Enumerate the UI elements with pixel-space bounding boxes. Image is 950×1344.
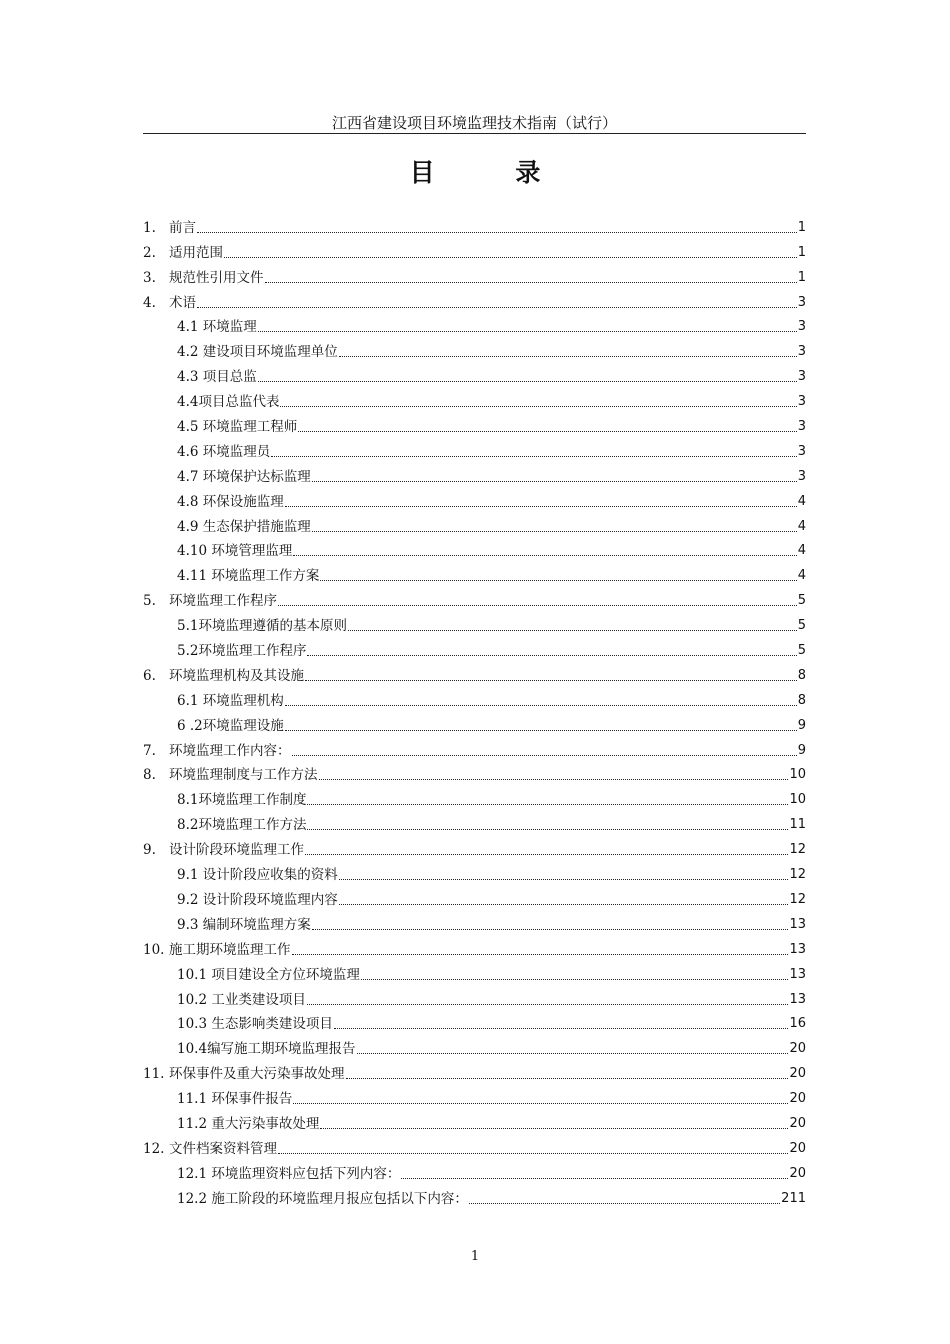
toc-entry[interactable]	[143, 486, 806, 511]
toc-entry-page: 13	[789, 991, 806, 1007]
toc-entry-title: 环境监理工作制度	[198, 792, 307, 809]
toc-entry-number: 5.1	[177, 618, 199, 635]
table-of-contents	[143, 212, 806, 1208]
toc-entry-number: 10.	[143, 941, 165, 958]
toc-entry-page: 3	[797, 369, 806, 385]
dot-leader	[307, 1004, 789, 1005]
toc-entry-number: 11.1	[177, 1091, 212, 1108]
toc-entry-title: 项目建设全方位环境监理	[211, 966, 360, 983]
toc-entry-number: 4.	[143, 294, 156, 311]
toc-entry-page: 8	[797, 692, 806, 708]
toc-entry-title: 环境监理工作程序	[198, 643, 307, 660]
toc-entry[interactable]	[143, 237, 806, 262]
dot-leader	[305, 854, 788, 855]
toc-entry[interactable]	[143, 212, 806, 237]
toc-entry-page: 11	[789, 817, 806, 833]
toc-entry-title: 环境监理设施	[202, 717, 284, 734]
toc-entry-number: 4.11	[177, 568, 212, 585]
header-rule	[143, 133, 806, 134]
toc-entry[interactable]	[143, 1183, 806, 1208]
dot-leader	[401, 1178, 788, 1179]
dot-leader	[312, 481, 797, 482]
toc-entry-title: 前言	[169, 219, 196, 236]
toc-entry-number: 12.	[143, 1140, 165, 1157]
toc-entry-page: 1	[797, 219, 806, 235]
toc-entry-page: 16	[789, 1016, 806, 1032]
toc-entry-title: 规范性引用文件	[169, 269, 264, 286]
toc-entry-page: 4	[797, 543, 806, 559]
toc-entry-number: 6 .2	[177, 717, 203, 734]
toc-entry[interactable]	[143, 386, 806, 411]
toc-entry-page: 20	[789, 1091, 806, 1107]
toc-entry[interactable]	[143, 336, 806, 361]
toc-entry[interactable]	[143, 685, 806, 710]
toc-entry-number: 4.4	[177, 394, 199, 411]
toc-entry-number: 3.	[143, 269, 156, 286]
toc-entry-number: 10.2	[177, 991, 212, 1008]
toc-entry-title: 环境监理工作内容：	[169, 742, 291, 759]
toc-entry[interactable]	[143, 560, 806, 585]
toc-entry-number: 4.1	[177, 319, 203, 336]
toc-entry[interactable]	[143, 461, 806, 486]
toc-entry-page: 20	[789, 1140, 806, 1156]
toc-entry-page: 20	[789, 1115, 806, 1131]
dot-leader	[339, 356, 797, 357]
toc-entry-number: 9.3	[177, 916, 203, 933]
toc-entry-page: 5	[797, 618, 806, 634]
toc-entry[interactable]	[143, 859, 806, 884]
toc-entry[interactable]	[143, 934, 806, 959]
toc-entry[interactable]	[143, 1108, 806, 1133]
toc-entry-title: 设计阶段环境监理内容	[202, 891, 338, 908]
toc-entry[interactable]	[143, 312, 806, 337]
toc-entry[interactable]	[143, 511, 806, 536]
toc-entry[interactable]	[143, 834, 806, 859]
toc-entry-title: 环境监理工作方案	[211, 568, 320, 585]
toc-entry[interactable]	[143, 909, 806, 934]
toc-entry-page: 12	[789, 891, 806, 907]
toc-entry-page: 3	[797, 419, 806, 435]
dot-leader	[285, 506, 797, 507]
dot-leader	[319, 779, 789, 780]
dot-leader	[265, 282, 797, 283]
dot-leader	[292, 954, 789, 955]
running-header: 江西省建设项目环境监理技术指南（试行）	[331, 114, 617, 132]
toc-entry-title: 环境监理遵循的基本原则	[198, 618, 347, 635]
toc-entry-number: 10.4	[177, 1041, 208, 1058]
toc-entry[interactable]	[143, 710, 806, 735]
toc-entry-title: 环境管理监理	[211, 543, 293, 560]
toc-entry-number: 12.1	[177, 1165, 212, 1182]
toc-entry-number: 1.	[143, 219, 156, 236]
dot-leader	[320, 580, 796, 581]
toc-entry[interactable]	[143, 436, 806, 461]
dot-leader	[339, 879, 789, 880]
toc-entry-number: 11.2	[177, 1115, 212, 1132]
toc-entry-title: 建设项目环境监理单位	[202, 344, 338, 361]
toc-entry[interactable]	[143, 809, 806, 834]
toc-entry-title: 生态保护措施监理	[202, 518, 311, 535]
toc-entry[interactable]	[143, 735, 806, 760]
toc-entry-title: 设计阶段应收集的资料	[202, 867, 338, 884]
page-number: 1	[470, 1249, 480, 1264]
dot-leader	[258, 381, 797, 382]
toc-entry[interactable]	[143, 1058, 806, 1083]
dot-leader	[278, 605, 797, 606]
toc-entry-number: 6.1	[177, 692, 203, 709]
toc-entry[interactable]	[143, 660, 806, 685]
dot-leader	[307, 829, 788, 830]
toc-entry-page: 1	[797, 244, 806, 260]
toc-entry-number: 4.2	[177, 344, 203, 361]
toc-entry-number: 5.2	[177, 643, 199, 660]
toc-entry-number: 9.	[143, 842, 156, 859]
toc-title: 目 录	[409, 158, 577, 187]
dot-leader	[305, 680, 797, 681]
toc-entry[interactable]	[143, 959, 806, 984]
toc-entry-title: 环境监理员	[202, 443, 271, 460]
toc-entry-title: 环境监理机构及其设施	[169, 667, 304, 684]
toc-entry[interactable]	[143, 784, 806, 809]
toc-entry-page: 8	[797, 667, 806, 683]
toc-entry[interactable]	[143, 262, 806, 287]
toc-entry[interactable]	[143, 1009, 806, 1034]
toc-entry-title: 环境监理机构	[202, 692, 284, 709]
toc-entry-page: 9	[797, 742, 806, 758]
toc-entry-number: 4.10	[177, 543, 212, 560]
toc-entry-page: 4	[797, 493, 806, 509]
toc-entry-title: 编写施工期环境监理报告	[207, 1041, 356, 1058]
toc-entry[interactable]	[143, 884, 806, 909]
toc-entry-title: 环境监理制度与工作方法	[169, 767, 318, 784]
toc-entry-page: 20	[789, 1066, 806, 1082]
dot-leader	[292, 755, 797, 756]
dot-leader	[339, 904, 789, 905]
toc-entry-number: 4.8	[177, 493, 203, 510]
toc-entry-page: 13	[789, 941, 806, 957]
toc-entry-page: 3	[797, 394, 806, 410]
toc-entry-page: 3	[797, 319, 806, 335]
toc-entry-page: 12	[789, 842, 806, 858]
toc-entry-title: 环境监理工作程序	[169, 593, 277, 610]
toc-entry[interactable]	[143, 536, 806, 561]
toc-entry-title: 编制环境监理方案	[202, 916, 311, 933]
toc-entry-title: 术语	[169, 294, 196, 311]
dot-leader	[258, 331, 797, 332]
toc-entry-number: 6.	[143, 667, 156, 684]
toc-entry-title: 环境监理	[202, 319, 257, 336]
toc-entry-page: 9	[797, 717, 806, 733]
toc-entry[interactable]	[143, 287, 806, 312]
toc-entry-page: 3	[797, 344, 806, 360]
toc-entry-page: 4	[797, 518, 806, 534]
toc-entry-page: 1	[797, 269, 806, 285]
dot-leader	[278, 1153, 788, 1154]
dot-leader	[357, 1053, 789, 1054]
toc-entry[interactable]	[143, 585, 806, 610]
toc-entry-title: 环保事件及重大污染事故处理	[169, 1066, 345, 1083]
toc-entry-title: 环境监理资料应包括下列内容：	[211, 1165, 401, 1182]
toc-entry-page: 13	[789, 916, 806, 932]
toc-entry-number: 12.2	[177, 1190, 212, 1207]
toc-entry-number: 8.2	[177, 817, 199, 834]
toc-entry-number: 4.5	[177, 419, 203, 436]
dot-leader	[312, 929, 789, 930]
dot-leader	[197, 232, 797, 233]
toc-entry-number: 10.3	[177, 1016, 212, 1033]
toc-entry-page: 12	[789, 867, 806, 883]
toc-entry-page: 3	[797, 294, 806, 310]
dot-leader	[280, 406, 796, 407]
toc-entry-number: 11.	[143, 1066, 165, 1083]
dot-leader	[298, 431, 796, 432]
toc-entry-number: 2.	[143, 244, 156, 261]
toc-entry-title: 项目总监代表	[198, 394, 280, 411]
dot-leader	[307, 655, 796, 656]
toc-entry-number: 9.2	[177, 891, 203, 908]
toc-entry-title: 生态影响类建设项目	[211, 1016, 333, 1033]
toc-entry-title: 环境保护达标监理	[202, 468, 311, 485]
toc-entry-title: 重大污染事故处理	[211, 1115, 320, 1132]
dot-leader	[307, 804, 788, 805]
dot-leader	[346, 1078, 789, 1079]
dot-leader	[348, 630, 797, 631]
toc-entry-title: 适用范围	[169, 244, 223, 261]
dot-leader	[197, 307, 797, 308]
dot-leader	[320, 1128, 788, 1129]
dot-leader	[285, 705, 797, 706]
dot-leader	[293, 555, 796, 556]
toc-entry-page: 10	[789, 767, 806, 783]
toc-entry-page: 5	[797, 593, 806, 609]
toc-entry-page: 13	[789, 966, 806, 982]
toc-entry[interactable]	[143, 1033, 806, 1058]
toc-entry-number: 4.9	[177, 518, 203, 535]
dot-leader	[361, 979, 789, 980]
toc-entry-page: 211	[781, 1190, 806, 1206]
toc-entry-page: 10	[789, 792, 806, 808]
toc-entry[interactable]	[143, 760, 806, 785]
toc-entry-page: 20	[789, 1165, 806, 1181]
toc-entry-number: 10.1	[177, 966, 212, 983]
toc-entry-number: 5.	[143, 593, 156, 610]
toc-entry-page: 3	[797, 468, 806, 484]
toc-entry-title: 施工期环境监理工作	[169, 941, 291, 958]
toc-entry-number: 7.	[143, 742, 156, 759]
toc-entry-title: 项目总监	[202, 369, 257, 386]
toc-entry-page: 20	[789, 1041, 806, 1057]
toc-entry[interactable]	[143, 411, 806, 436]
toc-entry-number: 9.1	[177, 867, 203, 884]
toc-entry-number: 4.7	[177, 468, 203, 485]
toc-entry-number: 4.6	[177, 443, 203, 460]
toc-entry-page: 3	[797, 443, 806, 459]
toc-entry[interactable]	[143, 635, 806, 660]
toc-entry-title: 环保事件报告	[211, 1091, 293, 1108]
dot-leader	[334, 1028, 789, 1029]
toc-entry[interactable]	[143, 984, 806, 1009]
dot-leader	[293, 1103, 788, 1104]
toc-entry-title: 环境监理工程师	[202, 419, 298, 436]
toc-entry-title: 施工阶段的环境监理月报应包括以下内容：	[211, 1190, 468, 1207]
toc-entry[interactable]	[143, 1158, 806, 1183]
dot-leader	[285, 730, 797, 731]
toc-entry-number: 8.	[143, 767, 156, 784]
toc-entry-number: 8.1	[177, 792, 199, 809]
dot-leader	[224, 257, 797, 258]
dot-leader	[312, 531, 797, 532]
toc-entry-page: 4	[797, 568, 806, 584]
dot-leader	[271, 456, 796, 457]
toc-entry[interactable]	[143, 610, 806, 635]
toc-entry-title: 设计阶段环境监理工作	[169, 842, 304, 859]
toc-entry-number: 4.3	[177, 369, 203, 386]
toc-entry[interactable]	[143, 1133, 806, 1158]
toc-entry[interactable]	[143, 1083, 806, 1108]
toc-entry-page: 5	[797, 643, 806, 659]
dot-leader	[469, 1203, 780, 1204]
toc-entry-title: 环境监理工作方法	[198, 817, 307, 834]
toc-entry[interactable]	[143, 361, 806, 386]
toc-entry-title: 文件档案资料管理	[169, 1140, 277, 1157]
toc-entry-title: 工业类建设项目	[211, 991, 306, 1008]
toc-entry-title: 环保设施监理	[202, 493, 284, 510]
